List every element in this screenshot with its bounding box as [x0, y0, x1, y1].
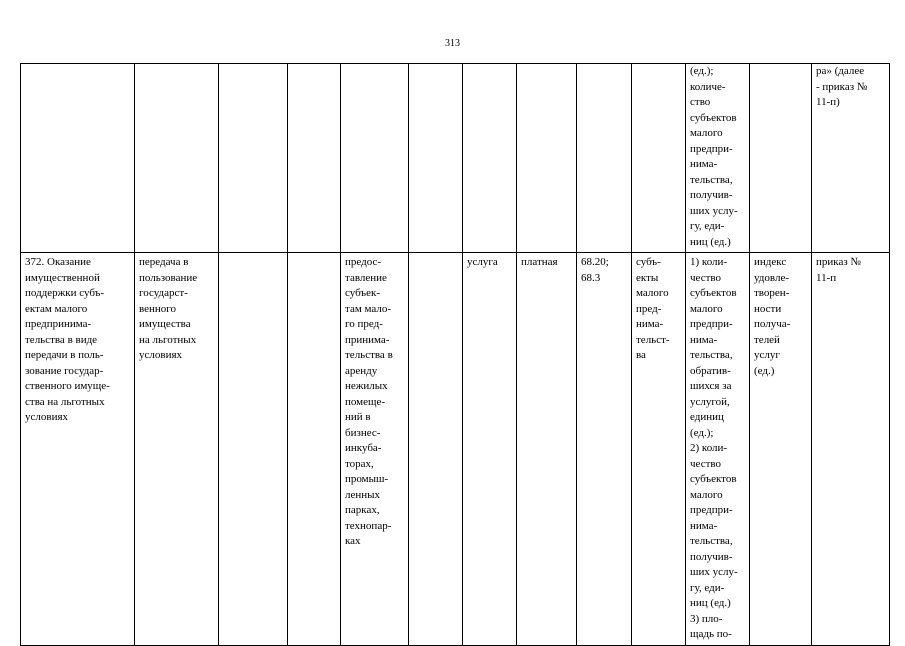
registry-table [20, 63, 890, 646]
table-cell [21, 64, 135, 253]
table-row-372 [21, 253, 890, 646]
legal-basis-cell: ра» (далее - приказ № 11-п) [812, 64, 890, 253]
indicator-volume-cell: 1) коли- чество субъектов малого предпри- нима- тельства, обратив- шихся за услугой, единиц (ед.); 2) коли- чество субъектов малого предпри- нима- тельства, получив- ших услу- гу, еди- ниц (ед.) 3) пло- щадь по- [686, 253, 750, 646]
payment-cell: платная [517, 253, 577, 646]
page-number: 313 [445, 38, 460, 49]
service-description-cell: предос- тавление субъек- там мало- го пред- принима- тельства в аренду нежилых помеще- ний в бизнес- инкуба- торах, промыш- ленных парках, технопар- ках [341, 253, 409, 646]
table-cell [219, 64, 288, 253]
indicator-quality-cell [750, 64, 812, 253]
table-cell [409, 64, 463, 253]
service-name-cell: 372. Оказание имущественной поддержки субъ- ектам малого предпринима- тельства в виде передачи в поль- зование государ- ственного имуще- ства на льготных условиях [21, 253, 135, 646]
table-cell [463, 64, 517, 253]
table-cell [409, 253, 463, 646]
table-cell [288, 64, 341, 253]
legal-basis-cell: приказ № 11-п [812, 253, 890, 646]
table-cell [341, 64, 409, 253]
table-cell [135, 64, 219, 253]
table-row-continuation [21, 64, 890, 253]
table-cell [577, 64, 632, 253]
table-cell [632, 64, 686, 253]
service-type-cell: услуга [463, 253, 517, 646]
table-cell [219, 253, 288, 646]
table-cell [517, 64, 577, 253]
indicator-volume-cell: (ед.); количе- ство субъектов малого предпри- нима- тельства, получив- ших услу- гу, еди- ниц (ед.) [686, 64, 750, 253]
consumers-cell: субъ- екты малого пред- нима- тельст- ва [632, 253, 686, 646]
work-content-cell: передача в пользование государст- венного имущества на льготных условиях [135, 253, 219, 646]
table-cell [288, 253, 341, 646]
okved-code-cell: 68.20; 68.3 [577, 253, 632, 646]
indicator-quality-cell: индекс удовле- творен- ности получа- телей услуг (ед.) [750, 253, 812, 646]
